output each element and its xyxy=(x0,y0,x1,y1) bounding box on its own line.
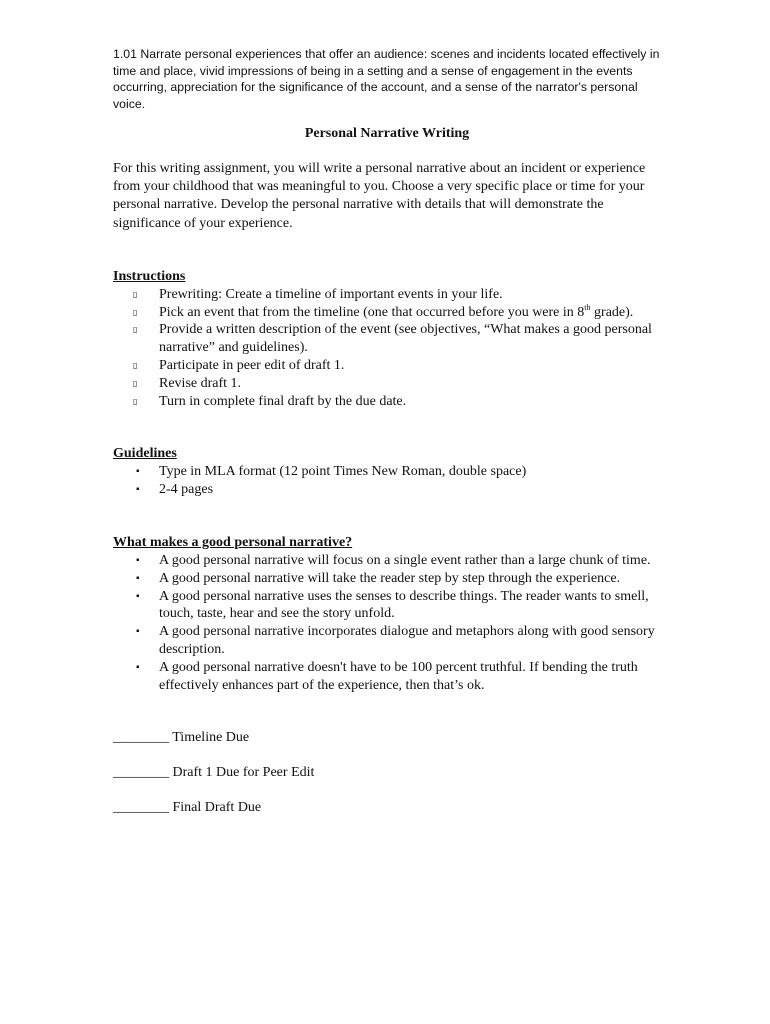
list-item: ▯ Prewriting: Create a timeline of important events in your life. xyxy=(133,286,503,302)
bullet-box-icon: ▯ xyxy=(133,289,138,299)
bullet-box-icon: ▯ xyxy=(133,361,138,370)
good-narrative-list xyxy=(113,552,661,694)
list-item: ▪ A good personal narrative will focus on a single event rather than a large chunk of time. xyxy=(136,552,651,568)
instructions-heading: Instructions xyxy=(113,268,186,284)
instructions-list xyxy=(113,286,661,411)
bullet-box-icon: ▯ xyxy=(133,325,138,335)
list-item: ▯ Provide a written description of the event (see objectives, “What makes a good personal narrative” and guidelines). xyxy=(133,322,652,356)
list-item: ▯ Pick an event that from the timeline (one that occurred before you were in 8th grade). xyxy=(133,302,634,320)
list-item: ▪ A good personal narrative uses the senses to describe things. The reader wants to smell, touch, taste, hear and see the story unfold. xyxy=(136,588,649,622)
bullet-box-icon: ▯ xyxy=(133,378,138,388)
bullet-square-icon: ▪ xyxy=(136,661,140,673)
list-item: ▯ Revise draft 1. xyxy=(133,375,242,391)
objective-text: 1.01 Narrate personal experiences that offer an audience: scenes and incidents located effectively in time and place, vivid impressions of being in a setting and a sense of engagement in the events occurring, appreciation for the significance of the account, and a sense of the narrator's personal voice. xyxy=(113,47,660,111)
list-item: ▪ A good personal narrative incorporates dialogue and metaphors along with good sensory description. xyxy=(136,624,655,657)
bullet-square-icon: ▪ xyxy=(136,484,140,496)
bullet-box-icon: ▯ xyxy=(133,396,138,406)
intro-paragraph: For this writing assignment, you will write a personal narrative about an incident or experience from your childhood that was meaningful to you. Choose a very specific place or time for your personal narrative. Develop the personal narrative with details that will demonstrate the significance of your experience. xyxy=(113,161,646,231)
superscript: th xyxy=(584,302,591,312)
document-page xyxy=(113,46,661,817)
list-item: ▯ Participate in peer edit of draft 1. xyxy=(133,358,345,373)
list-item: ▪ A good personal narrative doesn't have to be 100 percent truthful. If bending the truth effectively enhances part of the experience, then that’s ok. xyxy=(136,659,638,693)
guidelines-heading: Guidelines xyxy=(113,446,177,462)
list-item: ▪ Type in MLA format (12 point Times New Roman, double space) xyxy=(136,464,527,480)
timeline-due-line: ________ Timeline Due xyxy=(113,730,250,746)
draft1-due-line: ________ Draft 1 Due for Peer Edit xyxy=(113,765,315,781)
list-item: ▪ 2-4 pages xyxy=(136,482,214,498)
bullet-square-icon: ▪ xyxy=(136,626,140,638)
final-draft-due-line: ________ Final Draft Due xyxy=(113,800,262,816)
bullet-square-icon: ▪ xyxy=(136,466,140,478)
good-narrative-heading: What makes a good personal narrative? xyxy=(113,534,353,550)
bullet-square-icon: ▪ xyxy=(136,554,140,566)
list-item: ▯ Turn in complete final draft by the due date. xyxy=(133,393,407,409)
document-title: Personal Narrative Writing xyxy=(304,126,470,141)
bullet-square-icon: ▪ xyxy=(136,590,140,602)
guidelines-list xyxy=(113,463,661,499)
list-item: ▪ A good personal narrative will take the reader step by step through the experience. xyxy=(136,570,621,586)
bullet-square-icon: ▪ xyxy=(136,572,140,584)
bullet-box-icon: ▯ xyxy=(133,307,138,317)
